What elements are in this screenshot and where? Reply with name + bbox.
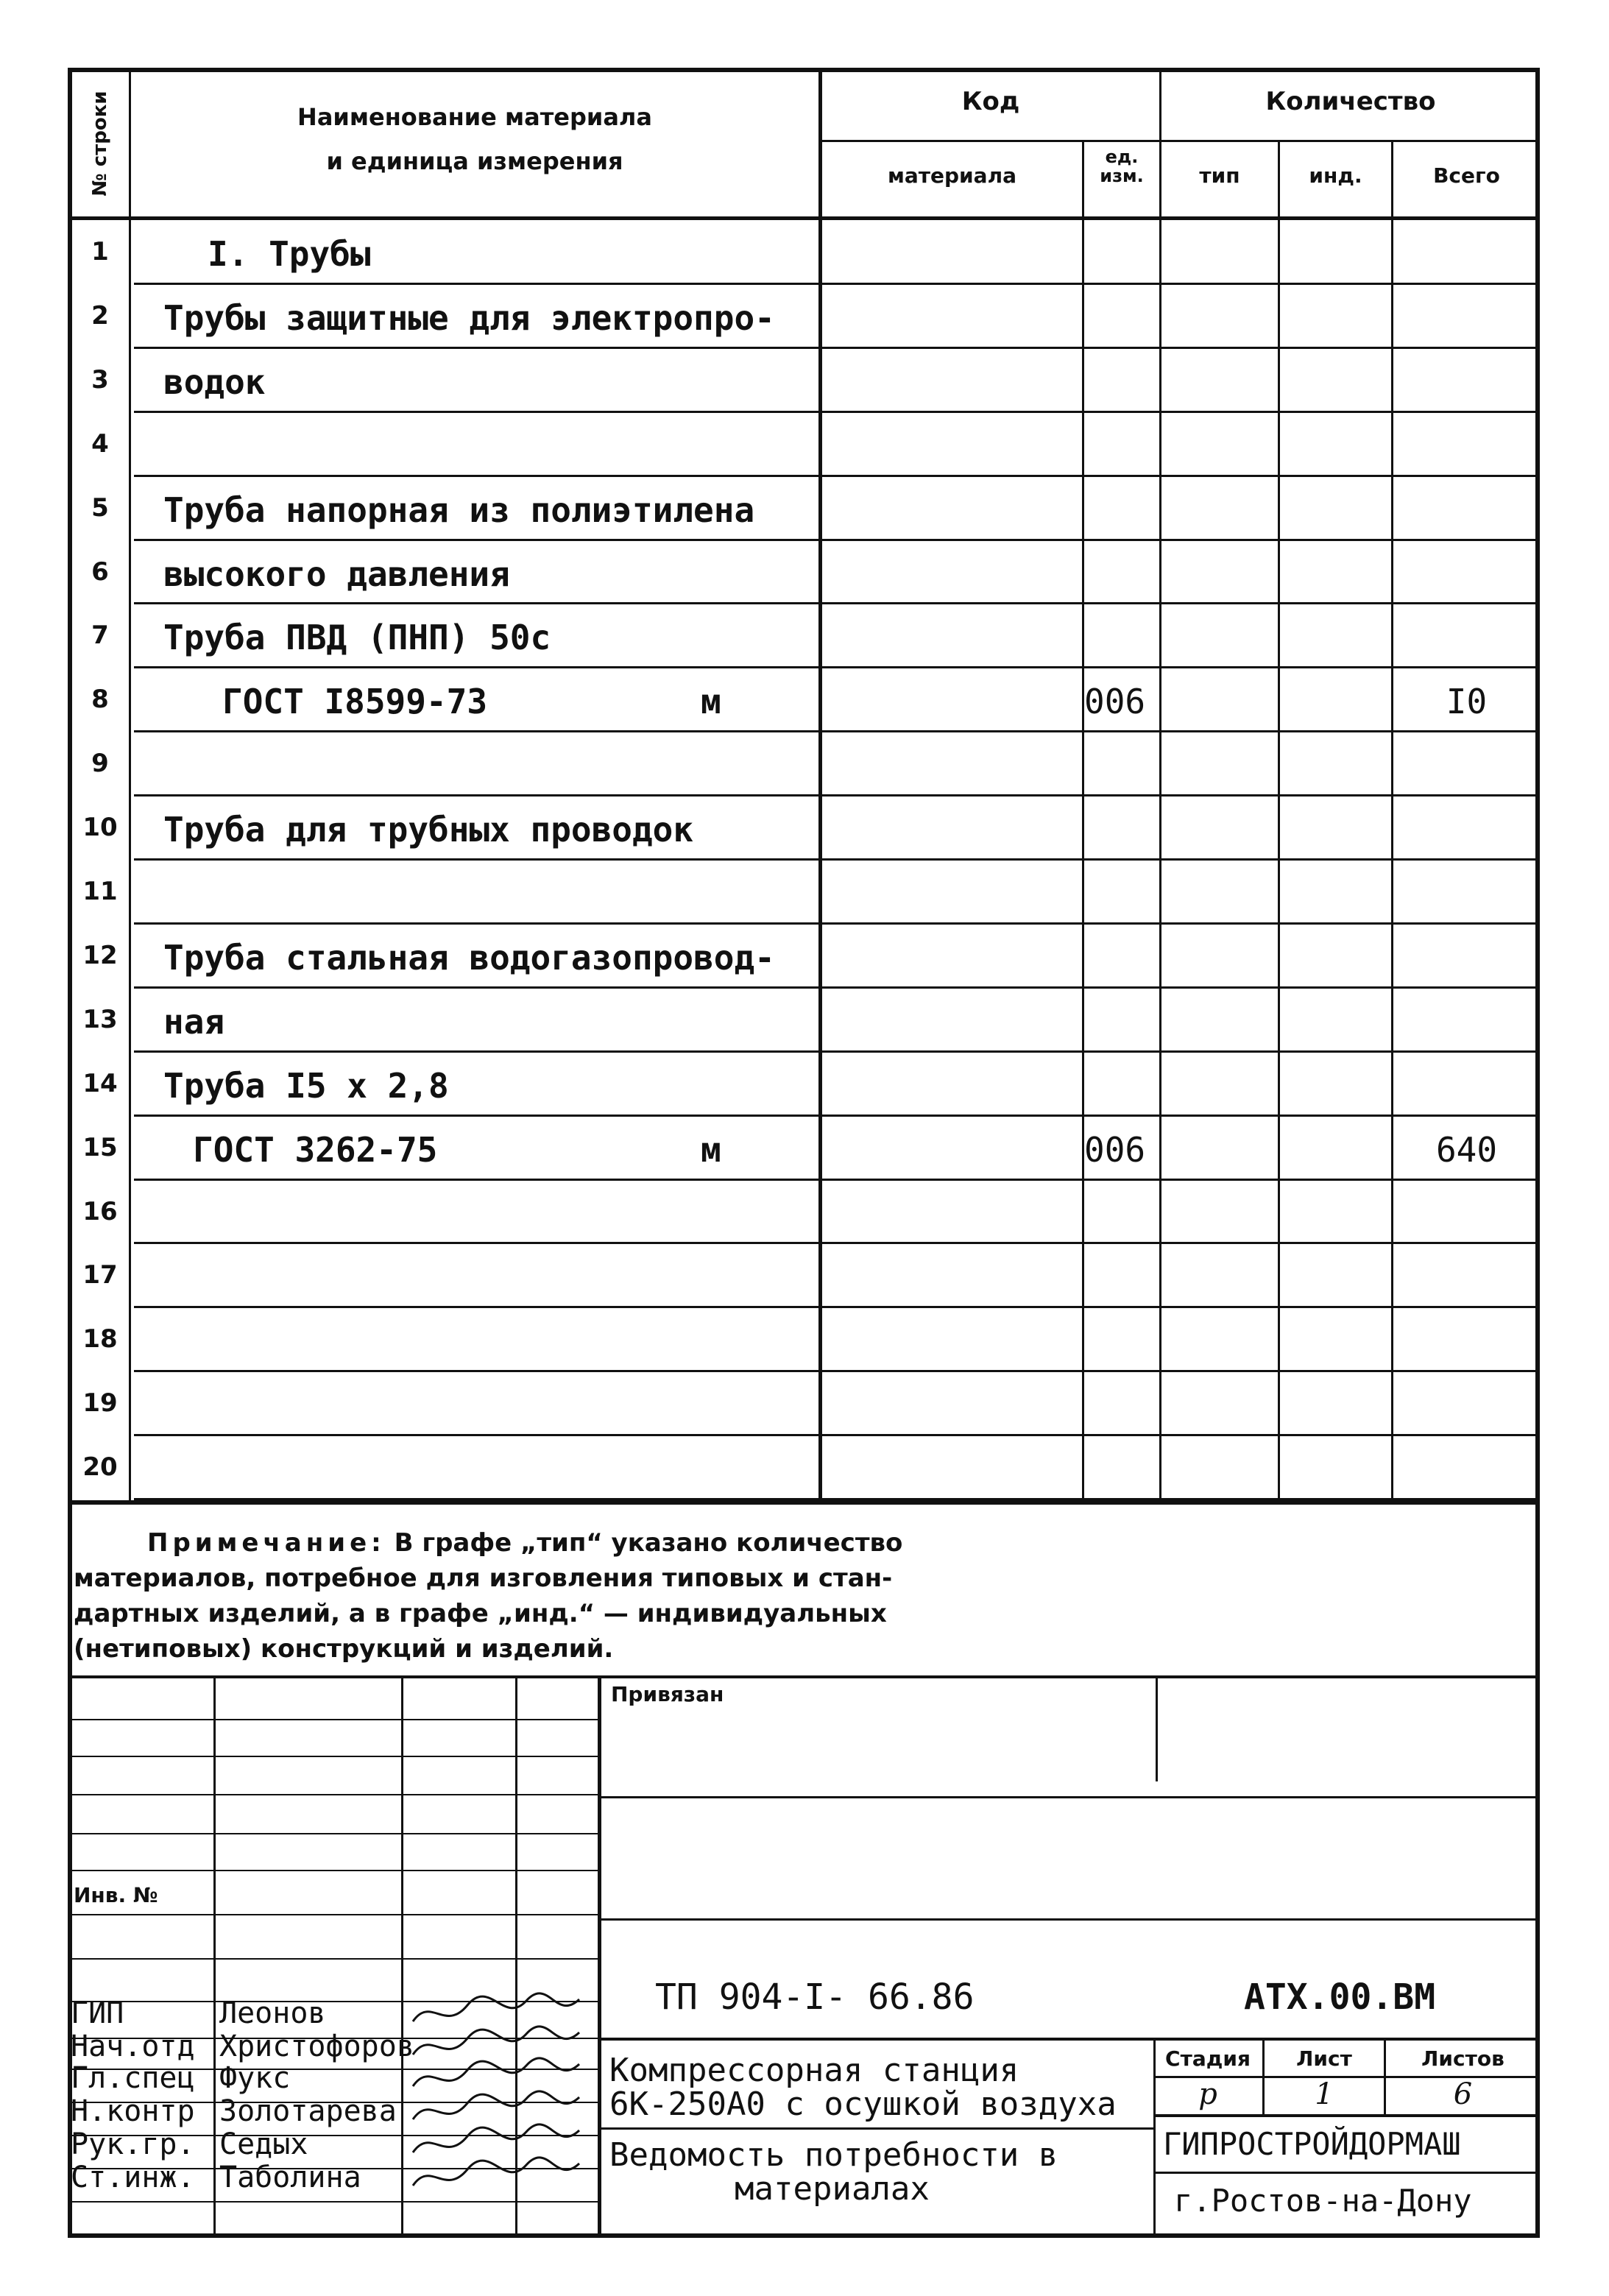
note-line3: дартных изделий, а в графе „инд.“ — индивидуальных — [74, 1599, 887, 1628]
total-value: 640 — [1435, 1130, 1498, 1170]
row-divider — [134, 922, 1540, 925]
note-label: Примечание: — [147, 1528, 386, 1558]
row-number: 8 — [91, 685, 109, 714]
project-title — [609, 2054, 1117, 2122]
sheets-value: 6 — [1453, 2077, 1473, 2111]
stamp-top-line — [68, 1675, 1540, 1678]
stage-value: р — [1198, 2077, 1217, 2111]
material-header: материала — [888, 163, 1016, 188]
row-divider — [134, 1050, 1540, 1053]
row-divider — [134, 411, 1540, 413]
person-role: ГИП — [71, 1996, 124, 2030]
unit-value: м — [701, 682, 721, 721]
row-number: 1 — [91, 237, 109, 266]
row-divider — [134, 602, 1540, 604]
material-name: ная — [163, 1002, 225, 1042]
unit-column-divider — [1082, 140, 1084, 1503]
row-number: 11 — [82, 877, 118, 906]
material-name: Труба I5 х 2,8 — [163, 1066, 449, 1106]
row-divider — [134, 475, 1540, 477]
ind-header: инд. — [1309, 163, 1362, 188]
material-name: Труба для трубных проводок — [163, 810, 694, 849]
stamp-grid-line — [68, 1870, 598, 1871]
name-header-line2: и единица измерения — [326, 147, 623, 175]
material-name: высокого давления — [163, 554, 510, 594]
person-name: Таболина — [219, 2161, 361, 2194]
row-divider — [134, 1115, 1540, 1117]
total-header: Всего — [1433, 163, 1500, 188]
row-number: 3 — [91, 365, 109, 395]
row-divider — [134, 794, 1540, 796]
person-name: Седых — [219, 2127, 308, 2161]
doc-mark: АТХ.00.ВМ — [1244, 1977, 1436, 2018]
stamp-grid-line — [68, 2201, 598, 2203]
person-name: Фукс — [219, 2061, 291, 2095]
unit-value: м — [701, 1130, 721, 1170]
row-divider — [134, 666, 1540, 668]
row-number: 4 — [91, 429, 109, 459]
quantity-header: Количество — [1265, 87, 1436, 116]
stamp-grid-line — [68, 1719, 598, 1720]
row-divider — [134, 1370, 1540, 1372]
material-name: ГОСТ I8599-73 — [222, 682, 488, 721]
person-role: Рук.гр. — [71, 2127, 195, 2161]
row-number: 20 — [82, 1452, 118, 1482]
inv-no-label: Инв. № — [74, 1883, 158, 1907]
sheet-title — [609, 2138, 1058, 2206]
material-name: ГОСТ 3262-75 — [193, 1130, 438, 1170]
unit-header-line1: ед. — [1105, 146, 1139, 167]
note-line1: В графе „тип“ указано количество — [394, 1528, 903, 1558]
unit-header-line2: изм. — [1100, 166, 1144, 186]
row-number: 17 — [82, 1260, 118, 1290]
stamp-col-1 — [213, 1675, 216, 2235]
stamp-col-2 — [401, 1675, 403, 2235]
person-role: Н.контр — [71, 2094, 195, 2128]
title-row-top-line — [601, 2038, 1540, 2041]
material-name: Трубы защитные для электропро- — [163, 298, 775, 338]
row-number: 19 — [82, 1388, 118, 1418]
note-line2: материалов, потребное для изговления типовых и стан- — [74, 1564, 893, 1593]
city: г.Ростов-на-Дону — [1174, 2183, 1472, 2219]
project-title-line1: Компрессорная станция — [609, 2052, 1019, 2089]
person-name: Золотарева — [219, 2094, 397, 2128]
stage-label: Стадия — [1165, 2046, 1251, 2071]
row-divider — [134, 283, 1540, 285]
material-name: Труба стальная водогазопровод- — [163, 938, 775, 978]
row-divider — [134, 347, 1540, 349]
material-name: Труба напорная из полиэтилена — [163, 490, 755, 530]
person-role: Нач.отд — [71, 2030, 195, 2063]
note-block — [74, 1525, 1001, 1667]
org-city-divider — [1153, 2172, 1540, 2174]
header-subdivider — [818, 140, 1540, 142]
unit-code: 006 — [1084, 682, 1146, 721]
person-role: Ст.инж. — [71, 2161, 195, 2194]
stamp-grid-line — [68, 1914, 598, 1915]
row-number: 7 — [91, 621, 109, 650]
signature-mark — [409, 2156, 585, 2200]
stamp-grid-line — [68, 1958, 598, 1960]
typ-header: тип — [1199, 163, 1240, 188]
header-bottom-line — [68, 216, 1540, 220]
project-title-line2: 6К-250А0 с осушкой воздуха — [609, 2085, 1117, 2123]
unit-code: 006 — [1084, 1130, 1146, 1170]
code-row-top-line — [601, 1918, 1540, 1921]
typ-column-divider — [1278, 140, 1280, 1503]
row-number: 16 — [82, 1197, 118, 1226]
row-divider — [134, 539, 1540, 541]
row-number: 14 — [82, 1069, 118, 1098]
row-number: 2 — [91, 301, 109, 331]
row-divider — [134, 1242, 1540, 1244]
name-header-line1: Наименование материала — [297, 103, 652, 131]
row-number: 13 — [82, 1005, 118, 1034]
row-number: 15 — [82, 1133, 118, 1162]
row-divider — [134, 1306, 1540, 1308]
privyazan-label: Привязан — [611, 1682, 724, 1706]
material-name: Труба ПВД (ПНП) 50с — [163, 618, 551, 657]
person-name: Леонов — [219, 1996, 326, 2030]
row-number: 5 — [91, 493, 109, 523]
sheets-label: Листов — [1421, 2046, 1504, 2071]
material-name: I. Трубы — [208, 234, 371, 274]
row-divider — [134, 858, 1540, 861]
row-divider — [134, 986, 1540, 989]
row-number-header — [74, 74, 127, 213]
person-name: Христофоров — [219, 2030, 414, 2063]
title-divider — [601, 2127, 1153, 2130]
unit-header — [1084, 147, 1159, 186]
rownum-column-divider — [129, 68, 131, 1503]
stamp-grid-line — [68, 1756, 598, 1757]
doc-code: ТП 904-I- 66.86 — [655, 1977, 975, 2018]
code-header: Код — [961, 87, 1020, 116]
stamp-grid-line — [68, 1833, 598, 1834]
row-number-header-text: № строки — [89, 91, 111, 197]
privyazan-line — [601, 1796, 1540, 1798]
stage-value-line — [1153, 2114, 1540, 2117]
total-value: I0 — [1446, 682, 1488, 721]
organization: ГИПРОСТРОЙДОРМАШ — [1163, 2126, 1461, 2162]
row-number: 9 — [91, 749, 109, 778]
row-divider — [134, 1434, 1540, 1436]
privyazan-divider — [1156, 1678, 1158, 1781]
sheet-title-line1: Ведомость потребности в — [609, 2136, 1058, 2174]
sheet-label: Лист — [1296, 2046, 1352, 2071]
row-number: 10 — [82, 813, 118, 842]
stamp-grid-line — [68, 1794, 598, 1795]
row-number: 18 — [82, 1324, 118, 1354]
row-divider — [134, 1179, 1540, 1181]
stamp-col-4 — [598, 1675, 601, 2238]
row-divider — [134, 730, 1540, 732]
material-name: водок — [163, 362, 266, 402]
ind-column-divider — [1391, 140, 1393, 1503]
row-number: 6 — [91, 557, 109, 587]
sheet-title-line2: материалах — [735, 2170, 930, 2208]
sheet-value: 1 — [1315, 2077, 1334, 2111]
person-role: Гл.спец — [71, 2061, 195, 2095]
table-bottom-line — [68, 1500, 1540, 1505]
note-line4: (нетиповых) конструкций и изделий. — [74, 1634, 614, 1664]
row-number: 12 — [82, 941, 118, 970]
